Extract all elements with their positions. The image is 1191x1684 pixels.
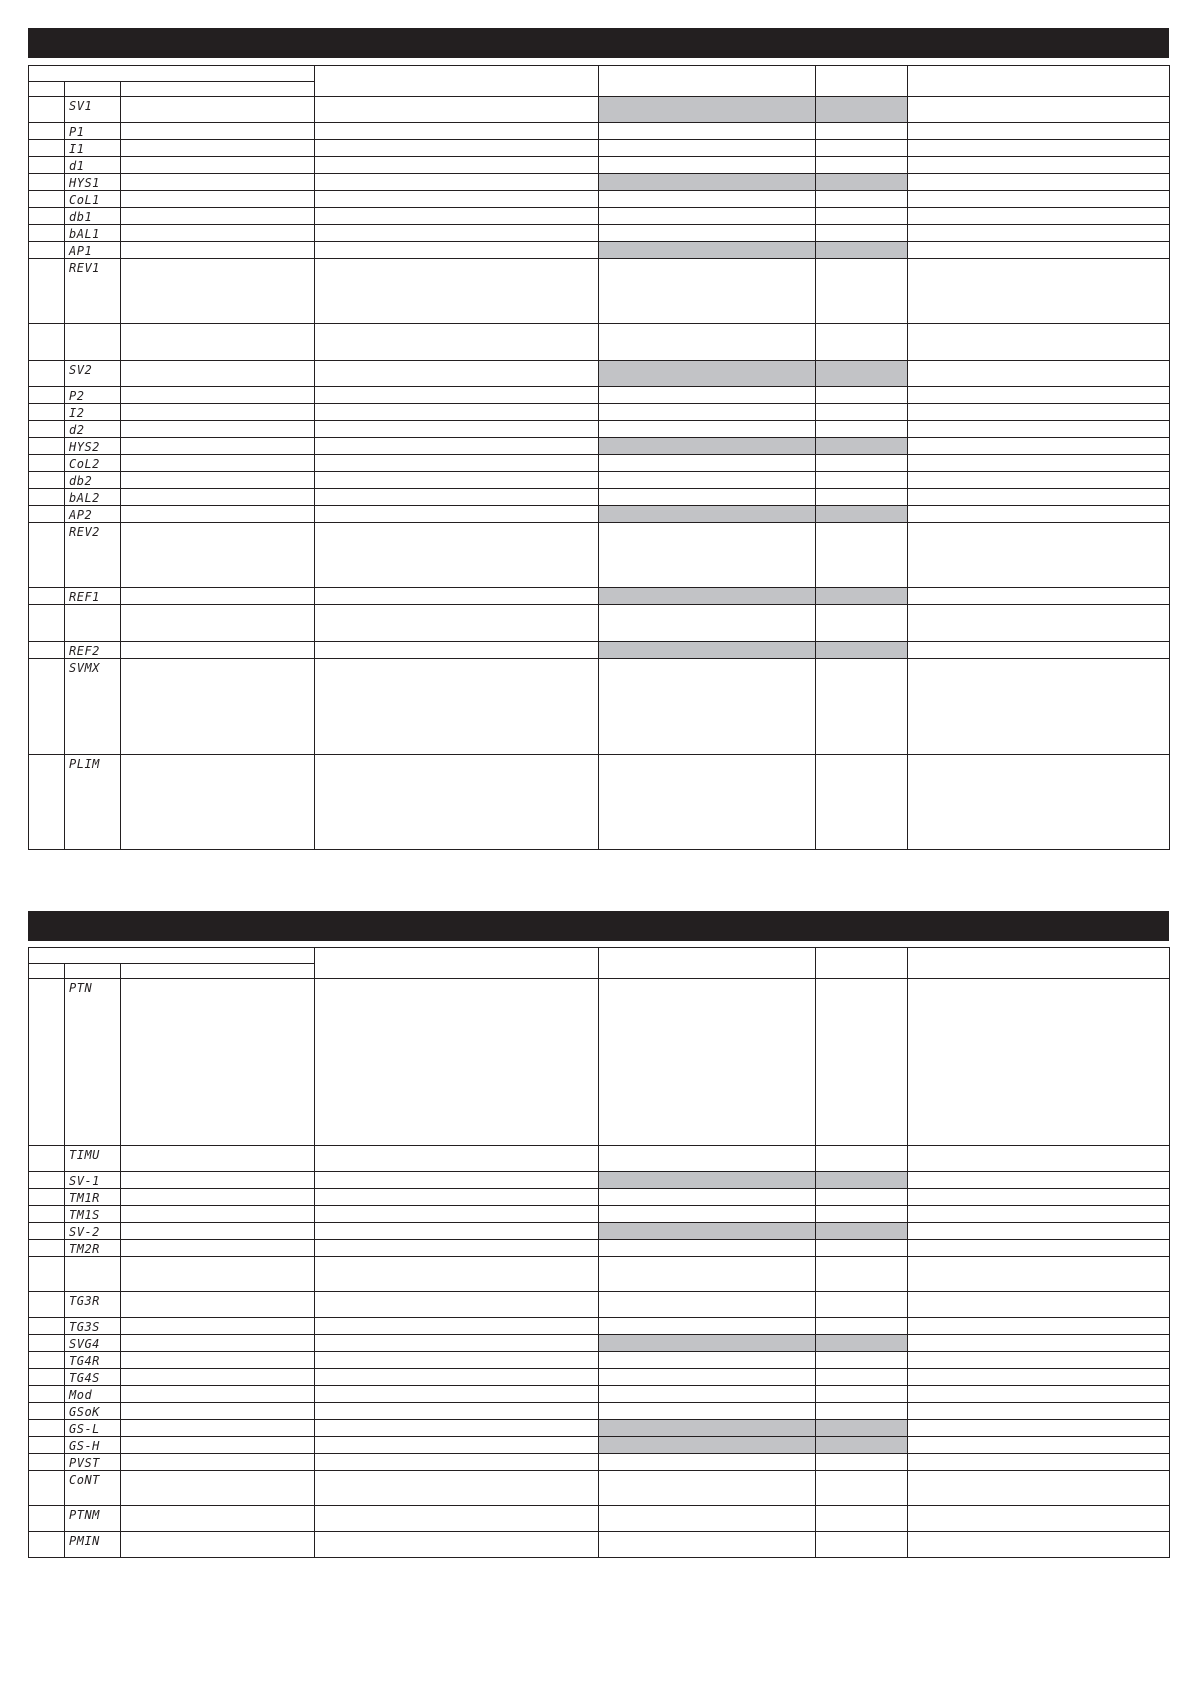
param-code: GS-H [65,1437,121,1454]
table-row [29,506,1170,523]
header-cell [29,66,315,82]
param-code: REV2 [65,523,121,588]
parameter-table-2 [28,947,1170,1558]
param-code: REV1 [65,259,121,324]
header-cell [599,66,816,97]
header-cell [816,66,908,97]
param-code: GSoK [65,1403,121,1420]
param-code: PTN [65,979,121,1146]
table-row [29,1506,1170,1532]
table-row [29,1532,1170,1558]
param-code: d2 [65,421,121,438]
table-row [29,1240,1170,1257]
table-row [29,1471,1170,1506]
table-row [29,361,1170,387]
param-code: CoL2 [65,455,121,472]
table-row [29,1437,1170,1454]
table-row [29,404,1170,421]
param-code: AP2 [65,506,121,523]
param-code: TG3S [65,1318,121,1335]
table-row [29,438,1170,455]
section-2-header-bar [28,911,1169,941]
table-row [29,1172,1170,1189]
param-code [65,1257,121,1292]
table-row [29,1292,1170,1318]
table-row [29,1223,1170,1240]
param-code: CoNT [65,1471,121,1506]
header-cell [29,82,65,97]
table-row [29,421,1170,438]
table-row [29,259,1170,324]
table-row [29,242,1170,259]
table-row [29,324,1170,361]
param-code: HYS1 [65,174,121,191]
header-cell [29,964,65,979]
param-code: d1 [65,157,121,174]
header-cell [908,948,1170,979]
param-code: TM1S [65,1206,121,1223]
table-row [29,455,1170,472]
param-code: SV-1 [65,1172,121,1189]
header-cell [65,82,121,97]
table-row [29,755,1170,850]
param-code: PLIM [65,755,121,850]
table-row [29,1420,1170,1437]
table-row [29,1403,1170,1420]
table-row [29,225,1170,242]
table-header-row [29,66,1170,82]
table-row [29,174,1170,191]
table-row [29,1206,1170,1223]
table-row [29,1335,1170,1352]
parameter-table-1 [28,65,1170,850]
param-code: P1 [65,123,121,140]
param-code: REF2 [65,642,121,659]
table-row [29,123,1170,140]
param-code: PMIN [65,1532,121,1558]
param-code: db2 [65,472,121,489]
param-code: SV1 [65,97,121,123]
header-cell [29,948,315,964]
table-row [29,642,1170,659]
param-code: I2 [65,404,121,421]
table-row [29,208,1170,225]
table-row [29,97,1170,123]
table-row [29,1352,1170,1369]
param-code: P2 [65,387,121,404]
header-cell [816,948,908,979]
table-row [29,1318,1170,1335]
param-code: TM1R [65,1189,121,1206]
table-row [29,387,1170,404]
param-code: TG4R [65,1352,121,1369]
param-code [65,605,121,642]
table-row [29,1189,1170,1206]
table-row [29,605,1170,642]
param-code: HYS2 [65,438,121,455]
table-row [29,489,1170,506]
table-row [29,140,1170,157]
param-code: TG3R [65,1292,121,1318]
param-code: TIMU [65,1146,121,1172]
param-code: TG4S [65,1369,121,1386]
param-code: Mod [65,1386,121,1403]
table-row [29,979,1170,1146]
param-code: bAL1 [65,225,121,242]
param-code: AP1 [65,242,121,259]
table-row [29,1146,1170,1172]
param-code: db1 [65,208,121,225]
param-code: bAL2 [65,489,121,506]
table-row [29,157,1170,174]
header-cell [315,948,599,979]
param-code: SVG4 [65,1335,121,1352]
table-row [29,523,1170,588]
param-code: SV2 [65,361,121,387]
param-code: I1 [65,140,121,157]
header-cell [315,66,599,97]
param-code: PVST [65,1454,121,1471]
header-cell [599,948,816,979]
header-cell [65,964,121,979]
param-code: TM2R [65,1240,121,1257]
header-cell [908,66,1170,97]
param-code: REF1 [65,588,121,605]
table-row [29,1257,1170,1292]
header-cell [121,964,315,979]
param-code: PTNM [65,1506,121,1532]
table-header-row [29,948,1170,964]
table-row [29,472,1170,489]
table-row [29,1454,1170,1471]
table-row [29,1369,1170,1386]
table-row [29,191,1170,208]
param-code: SVMX [65,659,121,755]
table-row [29,659,1170,755]
param-code [65,324,121,361]
section-1-header-bar [28,28,1169,58]
table-row [29,588,1170,605]
param-code: SV-2 [65,1223,121,1240]
param-code: CoL1 [65,191,121,208]
param-code: GS-L [65,1420,121,1437]
table-row [29,1386,1170,1403]
header-cell [121,82,315,97]
